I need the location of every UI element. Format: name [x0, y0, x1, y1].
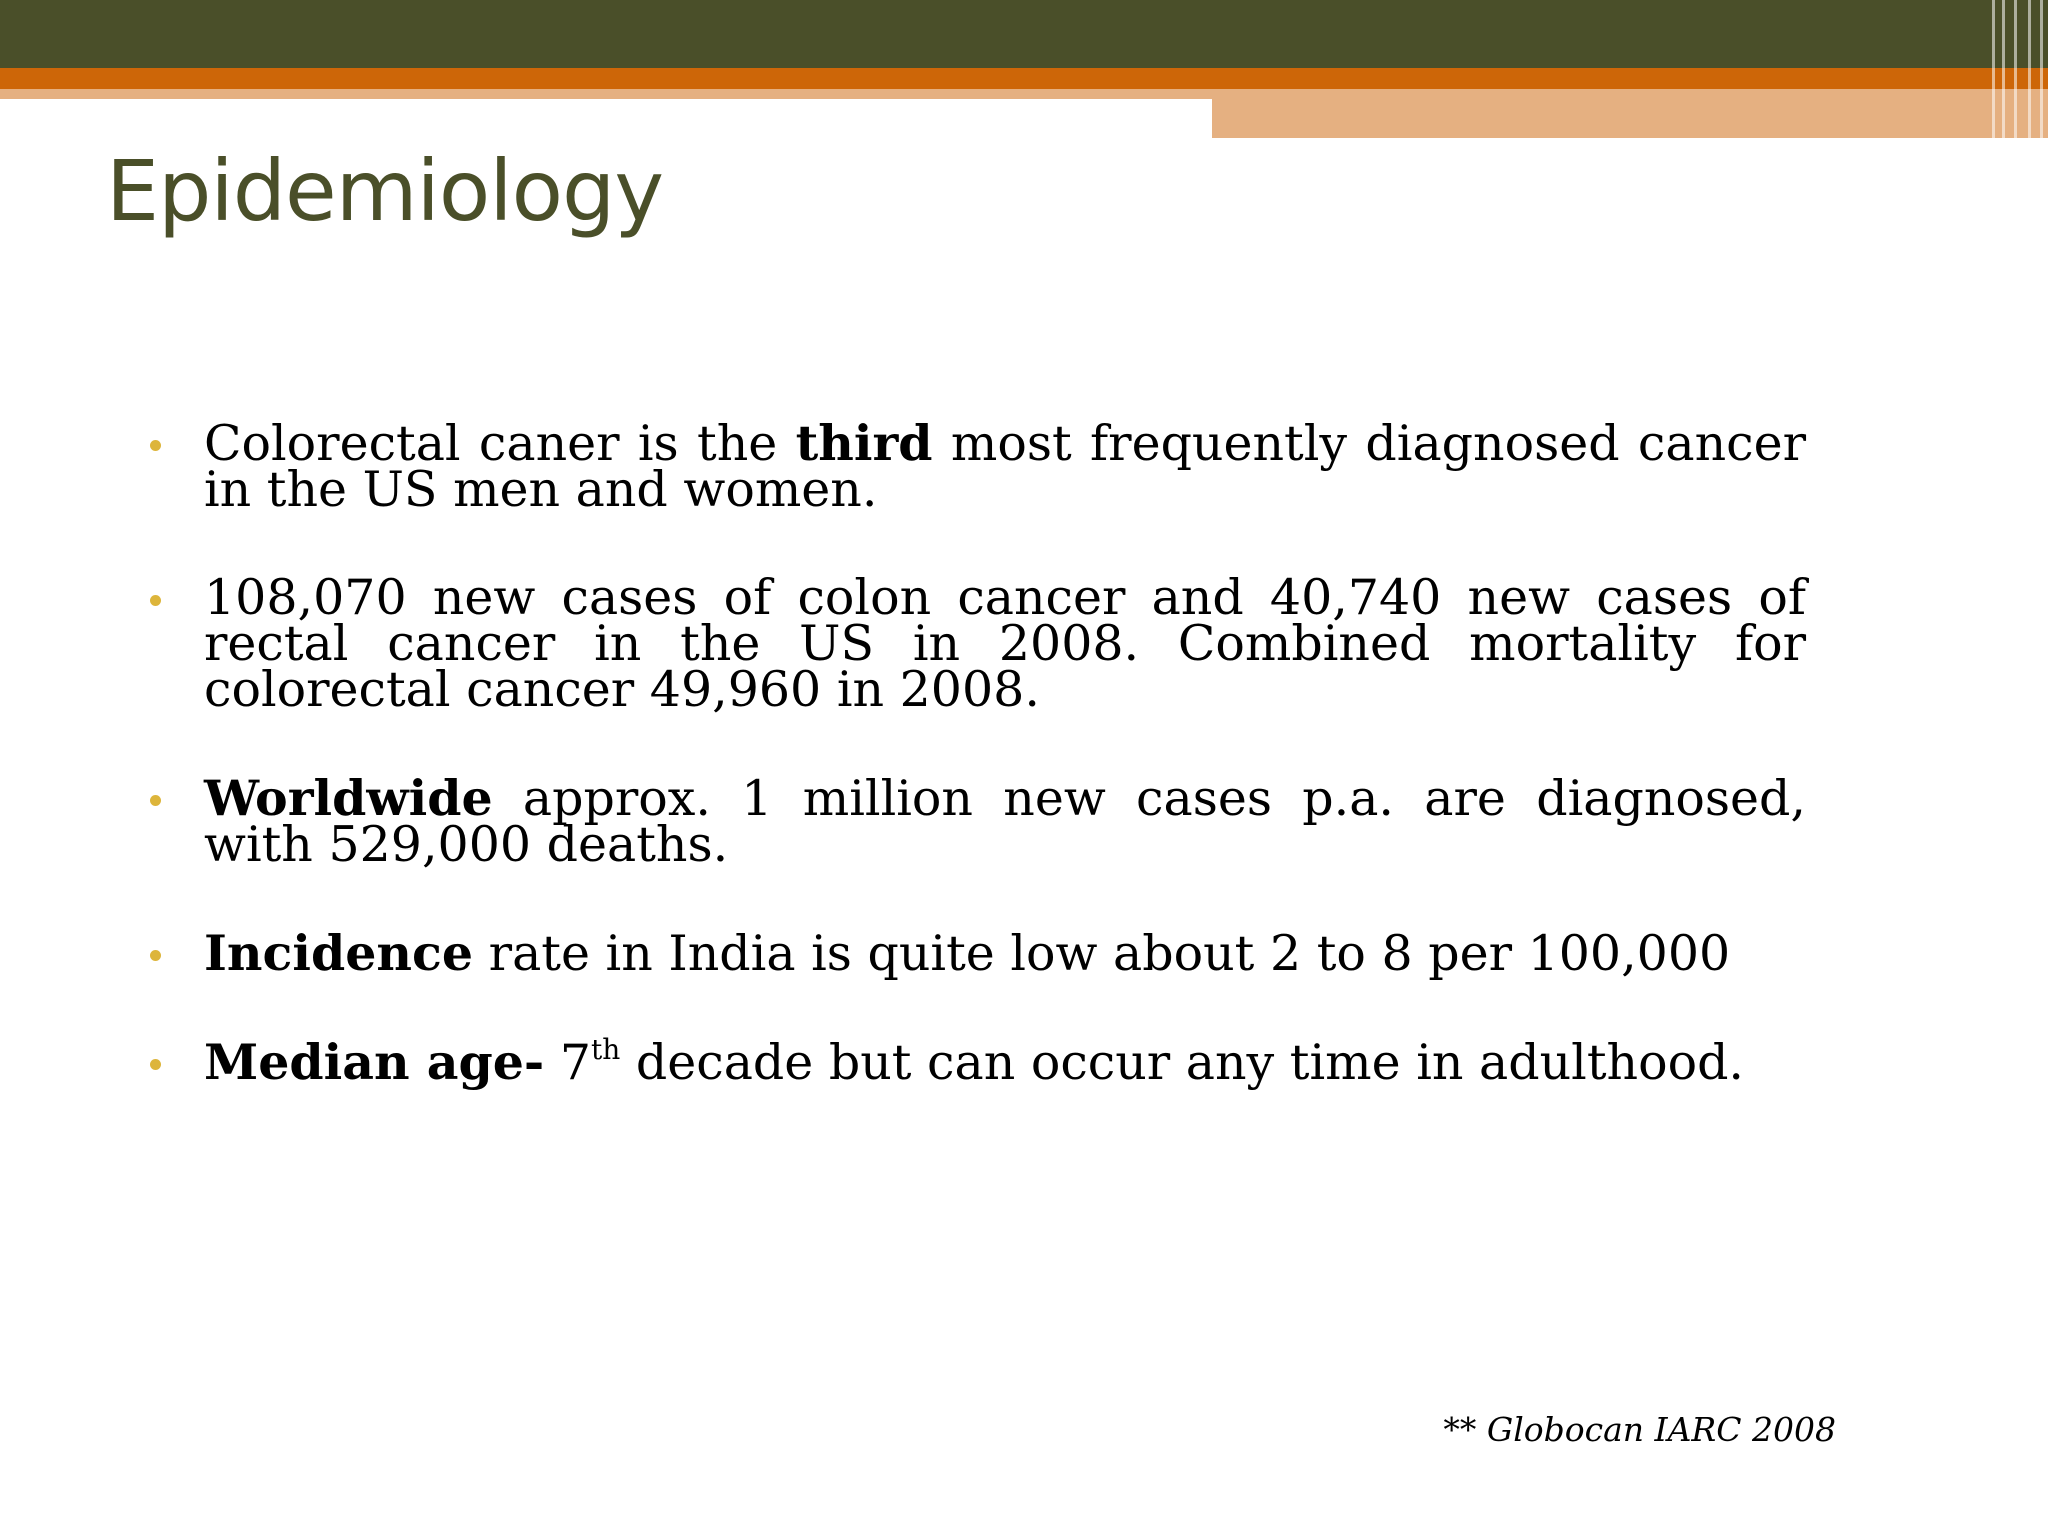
- bullet-icon: [150, 440, 161, 451]
- header-orange-band: [0, 68, 2048, 89]
- bullet-icon: [150, 595, 161, 606]
- bullet-text: rate in India is quite low about 2 to 8 per 100,000: [473, 925, 1731, 982]
- corner-stripes-decoration: [1984, 0, 2048, 138]
- header-peach-strip: [0, 89, 1212, 99]
- bullet-icon: [150, 950, 161, 961]
- source-citation: ** Globocan IARC 2008: [1443, 1410, 1836, 1449]
- bullet-item-worldwide: [146, 769, 1806, 873]
- header-olive-band: [0, 0, 2048, 68]
- bullet-list: [146, 414, 1807, 1091]
- bullet-text: approx. 1 million new cases p.a. are diagnosed, with 529,000 deaths.: [204, 770, 1806, 873]
- bullet-bold-text: Worldwide: [204, 769, 493, 827]
- bullet-bold-text: Incidence: [204, 924, 474, 982]
- bullet-text: 7: [544, 1034, 592, 1091]
- bullet-icon: [150, 1059, 161, 1070]
- slide-title: Epidemiology: [106, 142, 664, 240]
- bullet-bold-text: Median age-: [204, 1033, 545, 1091]
- bullet-item-median-age: [146, 1033, 1806, 1091]
- header-peach-block: [1212, 89, 2048, 138]
- bullet-text: 108,070 new cases of colon cancer and 40,740 new cases of rectal cancer in the US in 2008. Combined mortality for colorectal cancer 49,960 in 2008.: [204, 569, 1806, 718]
- bullet-icon: [150, 795, 161, 806]
- bullet-item-us-cases: [146, 569, 1806, 718]
- bullet-text: Colorectal caner is the: [204, 415, 796, 472]
- bullet-bold-text: third: [795, 414, 933, 472]
- ordinal-suffix: th: [591, 1033, 621, 1066]
- bullet-text: most frequently diagnosed cancer in the US men and women.: [204, 415, 1807, 518]
- bullet-text: decade but can occur any time in adulthood.: [620, 1034, 1745, 1091]
- bullet-item-third-most-diagnosed: [146, 414, 1807, 518]
- bullet-item-incidence: [146, 924, 1806, 982]
